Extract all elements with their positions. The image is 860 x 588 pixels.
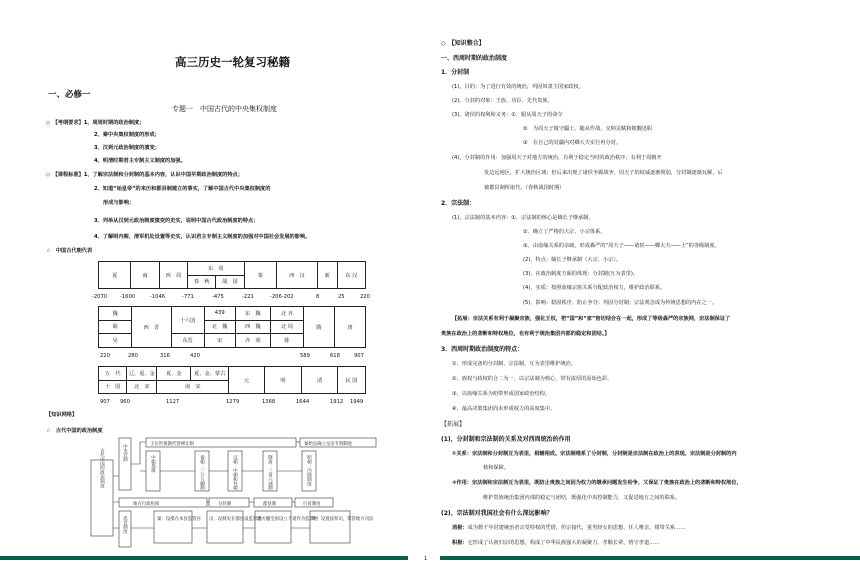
year-label: 280 [128, 353, 138, 359]
zongfa-item: (1)。宗法制的基本内容：①、宗法制的核心是嫡长子继承制。 [452, 215, 594, 221]
fenfeng-item: 发边远地区，扩大统治区域；但后来出现了诸侯争霸战争，周天子的权威逐渐削弱，分封制逐渐瓦解，后 [484, 170, 723, 176]
kebiao-item: 4、了解明内阁、清军机处设置等史实，认识君主专制主义制度的加强对中国社会发展的影响。 [94, 234, 311, 240]
fenfeng-item: (1)。目的：为了进行有效的统治，巩固奴隶主国家政权。 [452, 84, 584, 90]
chapter-heading: 专题一 中国古代的中央集权制度 [172, 105, 277, 113]
kuozhan-q1-relation: ①关系：宗法制和分封制互为表里，相辅相成。宗法制维系了分封制，分封制是宗法制在政治上的表现。宗法制是分封制的内 [452, 451, 737, 457]
kuozhan-q2: (2)、宗法制对我国社会有什么深远影响？ [441, 510, 553, 517]
kaogang-item: 3、汉到元政治制度的演变； [94, 145, 160, 151]
diagram-node-xuanguan: 选官制度 [122, 516, 128, 534]
kuozhan-q1-effect: ②作用：宗法制和宗法制互为表里，既防止贵族之间因为权力的继承问题发生纷争，又保证了贵族在政治上的垄断和特权地位， [452, 480, 742, 486]
dynasty-table-late [98, 366, 366, 394]
negative-text: 成为数千年封建统治者宗受特权的凭借，传宗接代，重男轻女的思想，任人唯亲，裙带关系…… [467, 525, 686, 531]
diagram-node-han: 汉朝：中朝和外朝 [232, 455, 238, 491]
year-label: -1046 [150, 294, 166, 300]
tedian-item: ②、族权与政权的合二为一，以宗法制为核心，带有浓厚的原始色彩。 [452, 376, 613, 382]
year-label: -1600 [120, 294, 136, 300]
cell-donghan: 东 汉 [337, 262, 365, 289]
zongfa-item: ③、由血缘关系的亲疏，形成森严的“周天子——诸侯——卿大夫——士”的等级制度。 [523, 243, 720, 249]
zongfa-item: ②、确立了严格的大宗、小宗体系。 [523, 229, 606, 235]
diagram-node-qin: 秦朝：三公九卿制 [199, 455, 205, 491]
cell-chunqiu: 春 秋 [187, 275, 215, 289]
cell-liao: 辽、夏、金 [127, 367, 157, 381]
cell-qin: 秦 [244, 262, 276, 289]
kebiao-item: 形成与影响； [103, 200, 135, 206]
cell-xihan: 西 汉 [276, 262, 317, 289]
cell-xizhou: 西 周 [159, 262, 187, 289]
cell-wu: 吴 [99, 334, 132, 348]
zongfa-item: (4)、实质：按照血缘宗族关系分配政治权力，维护政治联系。 [523, 285, 666, 291]
year-label: 907 [100, 399, 110, 405]
heading-fenfeng: 1．分封制 [441, 69, 470, 76]
year-label: 8 [316, 294, 320, 300]
kuozhan-q2-negative [452, 525, 685, 531]
kuozhan-q1: (1)，分封制和宗法制的关系及对西周统治的作用 [441, 436, 571, 443]
cell-xia: 夏 [99, 262, 131, 289]
negative-label: 消极： [452, 525, 468, 531]
diagram-node-ming: 明朝：内阁制度 [306, 455, 312, 486]
footer-bar-left [0, 556, 408, 560]
diagram-node-zhongchao: 中朝逐渐 [150, 455, 156, 473]
tedian-item: ①、形成完备的分封制、宗法制，互为表里维护统治。 [452, 361, 576, 367]
diagram-top-1: 王位世袭制代替禅让制 [150, 442, 194, 447]
cell-shu: 蜀 [99, 320, 132, 334]
year-label: 316 [160, 353, 170, 359]
dynasty-table-ancient [98, 261, 366, 289]
cell-zhanguo: 战 国 [216, 275, 244, 289]
year-label: -771 [182, 294, 194, 300]
diagram-node-junxian: 郡县制 [263, 502, 277, 507]
diagram-node-difang: 地方行政机构 [133, 502, 160, 507]
diagram-low-2: 汉：设刺史在郡县设监管地方官 [209, 517, 271, 522]
fenfeng-item: ② 为周天子镇守疆土、随从作战、交纳贡赋和朝觐述职 [523, 126, 653, 132]
year-label: 618 [330, 353, 340, 359]
year-label: 1949 [350, 399, 364, 405]
cell-xijin: 西 晋 [132, 307, 172, 348]
kaogang-item: 2、秦中央集权制度的形成； [94, 132, 160, 138]
fenfeng-item: (4)。分封制的作用：加强周天子对地方的统治，有利于稳定当时的政治秩序；有利于周朝开 [452, 155, 662, 161]
zongfa-item: (2)、特点：嫡长子继承制（大宗、小宗）。 [523, 257, 622, 263]
cell-dongjin: 东晋 [171, 334, 204, 348]
year-label: -475 [212, 294, 224, 300]
years-row-1 [90, 294, 380, 301]
cell-beiwei: 北 魏 [204, 320, 235, 334]
year-label: -2070 [92, 294, 108, 300]
fenfeng-item: (3)。诸侯的权利和义务：① 服从周天子的命令 [452, 112, 563, 118]
diagram-low-3: 唐：在全国设立十道作为监察区 [257, 517, 319, 522]
cell-wudai: 五 代 [99, 367, 127, 381]
diagram-top-2: 秦始皇确立皇帝专制制度 [304, 442, 353, 447]
kebiao-label: ◇ 【课程标准】1、了解宗法制和分封制的基本内容，认识中国早期政治制度的特点； [46, 172, 243, 178]
cell-xin: 新 [317, 262, 337, 289]
diagram-node-fenfeng: 分封制 [218, 502, 232, 507]
tuozhan-note: 【拓展：宗法关系有利于凝聚宗族，强化王权，把“国”和“家”密切结合在一起，形成了等级森严的宗族网，宗法制保证了 [452, 316, 731, 322]
kaogang-item: 4、明清时期君主专制主义制度的加强。 [94, 158, 186, 164]
zhishi-label: 【知识网络】 [46, 412, 78, 418]
section-heading-bixiu: 一、必修一 [48, 90, 91, 100]
year-label: 960 [120, 399, 130, 405]
fenfeng-item: (2)。分封的对象：王族、功臣、先代贵族。 [452, 98, 553, 104]
network-label: ☆ 古代中国的政治制度 [46, 428, 103, 434]
cell-chen: 陈 [270, 334, 303, 348]
fenfeng-item: ③ 在自己的封疆内对卿大夫实行再分封。 [523, 140, 622, 146]
diagram-low-4: 明：设置按察司，掌管地方司法 [312, 517, 374, 522]
year-label: 589 [300, 353, 310, 359]
cell-xiajinmeng: 夏、金、蒙古 [191, 367, 229, 381]
year-label: 1368 [262, 399, 276, 405]
dynasty-label: ☆ 中国古代朝代表 [46, 248, 93, 254]
page-number: 1 [424, 556, 428, 562]
year-label: 907 [354, 353, 364, 359]
document-title: 高三历史一轮复习秘籍 [175, 55, 290, 69]
cell-wei: 魏 [99, 307, 132, 321]
zongfa-item: (5)、影响：稳固秩序，防止争夺；巩固分封制；宗法观念成为传统思想的内在之一。 [523, 300, 718, 306]
years-row-3 [98, 399, 378, 406]
zongfa-item: (3)、在政治制度方面的体现：分封制(互为表里)。 [523, 271, 639, 277]
cell-liang: 梁 [255, 338, 261, 345]
kuozhan-q2-positive [452, 540, 660, 546]
year-label: 420 [190, 353, 200, 359]
year-label: 1127 [166, 399, 180, 405]
fenfeng-item: 被郡县制所取代。（春秋战国时期） [484, 185, 565, 191]
cell-sui: 隋 [304, 307, 335, 348]
cell-song: 宋 [204, 334, 235, 348]
kebiao-item: 3、列举从汉到元政治制度演变的史实，说明中国古代政治制度的特点； [94, 218, 259, 224]
cell-ming: 明 [264, 367, 302, 394]
tedian-item: ④、最高决策集团尚未形成权力的高度集中。 [452, 406, 556, 412]
footer-bar-right [440, 556, 860, 560]
diagram-node-zhongyang: 中央官制 [122, 444, 128, 462]
years-row-2 [98, 353, 378, 360]
cell-dongwei: 东 魏 [235, 307, 270, 321]
tuozhan-note-cont: 贵族在政治上的垄断和特权地位，也有利于统治集团内部的稳定和团结。】 [441, 331, 610, 337]
cell-shiguo: 十 国 [99, 380, 127, 394]
cell-qing: 清 [302, 367, 338, 394]
cell-minguo: 民 国 [337, 367, 365, 394]
section-xizhou: 一、西周时期的政治制度 [441, 55, 508, 62]
positive-label: 积极： [452, 540, 468, 546]
kebiao-item: 2、知道“始皇帝”的来历和郡县制建立的事实，了解中国古代中央集权制度的 [94, 186, 271, 192]
kaogang-label: ◇ 【考纲要求】1、周周时期的政治制度； [46, 120, 145, 126]
cell-qi: 齐 [244, 338, 251, 345]
political-system-diagram [88, 436, 378, 552]
cell-beiqi: 北 齐 [270, 307, 303, 321]
diagram-low-1: 秦：设郡在本县监管宫 [157, 517, 201, 522]
kuozhan-q1-effect-cont: 维护贵族统治集团内部的稳定与团结，既强化中央控制能力，又促进地方之间的联系。 [483, 495, 681, 501]
cell-439: 439 [204, 307, 235, 321]
diagram-node-xingsheng: 行省制度 [303, 502, 321, 507]
year-label: 220 [360, 294, 370, 300]
cell-beizhou: 北 周 [270, 320, 303, 334]
year-label: 25 [338, 294, 345, 300]
cell-shiliuguo: 十六国 [171, 307, 204, 334]
cell-shang: 商 [131, 262, 159, 289]
diagram-node-sui: 隋唐：三省六部制 [267, 455, 273, 491]
cell-qi-liang [235, 334, 270, 348]
tedian-item: ③、以血缘关系为纽带形成国家政治结构。 [452, 391, 551, 397]
year-label: 220 [100, 353, 110, 359]
year-label: -206-202 [270, 294, 294, 300]
cell-xiajin: 夏、金 [157, 367, 191, 381]
kuozhan-label: 【拓展】 [441, 421, 466, 428]
diagram-root: 古代中国的政治制度 [99, 448, 105, 488]
cell-xiwei: 西 魏 [235, 320, 270, 334]
year-label: 1644 [296, 399, 310, 405]
cell-nansong: 南 宋 [157, 380, 229, 394]
positive-text: 它形成了认祖归宗的思想，构成了中华民族强大的凝聚力，孝顺长辈，恪守孝道…… [467, 540, 660, 546]
year-label: -221 [242, 294, 254, 300]
year-label: 1279 [226, 399, 240, 405]
kuozhan-q1-relation-cont: 核和保障。 [483, 465, 509, 471]
heading-zongfa: 2．宗法制： [441, 200, 476, 207]
cell-dongzhou: 东 周 [187, 262, 244, 276]
zhishi-zhenghe-label: ◇ 【知识整合】 [441, 40, 485, 47]
cell-yuan: 元 [229, 367, 265, 394]
year-label: 1912 [330, 399, 344, 405]
cell-beisong: 北 宋 [127, 380, 157, 394]
cell-tang: 唐 [334, 307, 365, 348]
heading-tedian: 3．西周时期政治制度的特点： [441, 346, 524, 353]
dynasty-table-middle [98, 306, 366, 348]
